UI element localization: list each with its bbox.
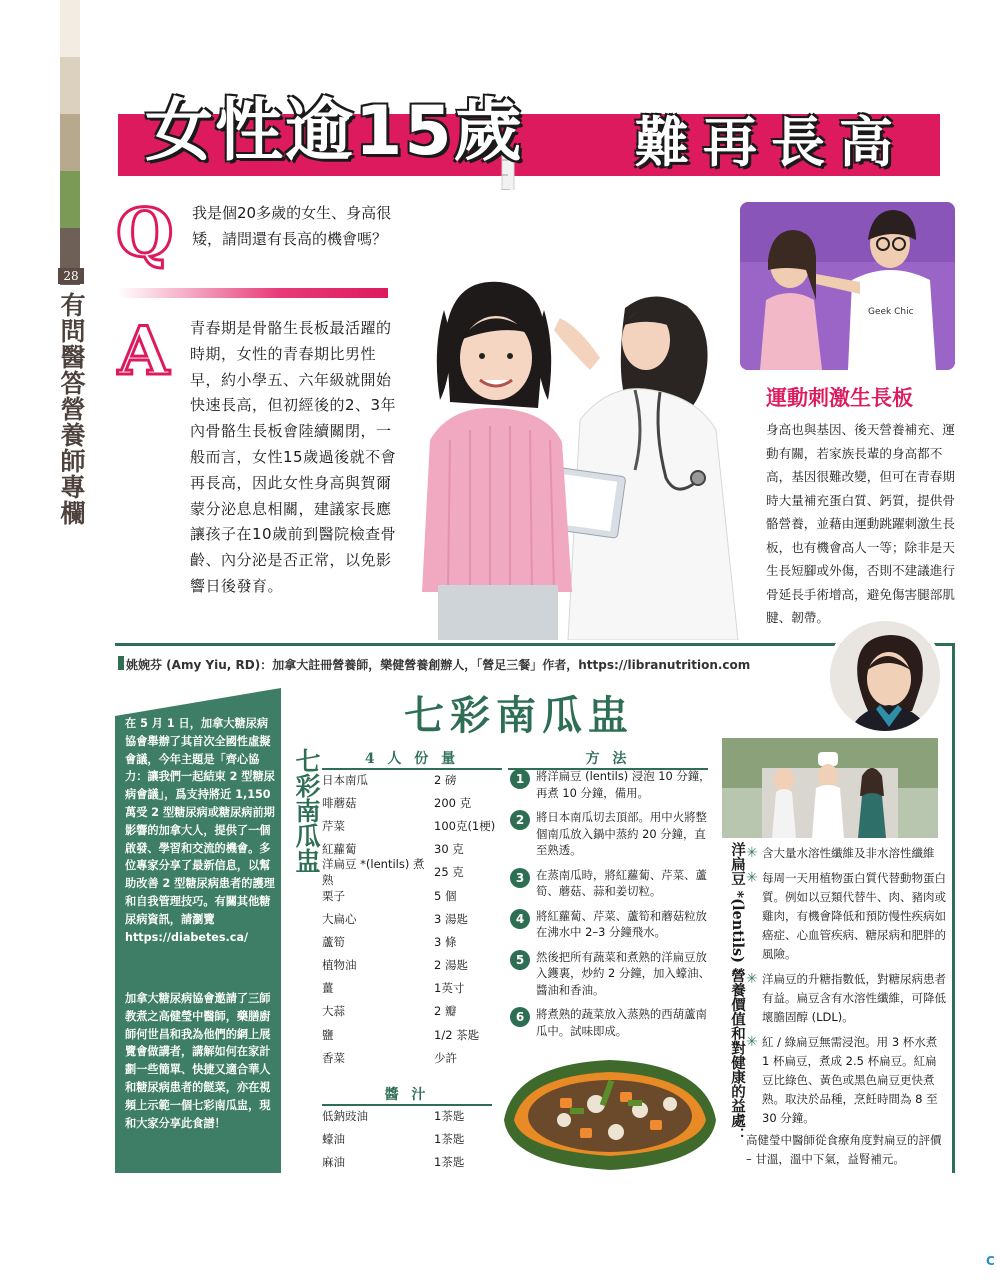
ingredient-row: [322, 954, 502, 977]
rail-band: [60, 0, 80, 57]
method-step: [510, 867, 712, 900]
ingredient-row: [322, 791, 502, 814]
question-letter: Q: [116, 194, 174, 272]
asterisk-icon: ✳: [746, 1034, 758, 1050]
ingredient-name: 蘆筍: [322, 934, 345, 949]
ingredient-name: 日本南瓜: [322, 772, 368, 787]
chefs-group-photo: [722, 738, 938, 838]
lentil-vertical-title: 洋扁豆 *(lentils) 營養價值和對健康的益處：: [729, 842, 746, 1143]
ingredient-name: 大蒜: [322, 1004, 345, 1019]
ingredient-quantity: 5 個: [434, 888, 457, 903]
method-step: [510, 949, 712, 999]
answer-letter: A: [118, 312, 170, 390]
divider-bar: [118, 288, 388, 298]
ingredient-quantity: 少許: [434, 1050, 457, 1065]
ingredient-name: 植物油: [322, 958, 357, 973]
lentil-footer-text: 高健瑩中醫師從食療角度對扁豆的評價 – 甘溫，溫中下氣，益腎補元。: [746, 1133, 942, 1166]
sauce-heading: 醬 汁: [322, 1084, 492, 1106]
sidebar-title: 運動刺激生長板: [766, 386, 913, 410]
article-title: 女性逾15歲: [145, 92, 524, 171]
method-step: [510, 768, 712, 801]
ingredient-row: [322, 768, 502, 791]
asterisk-icon: ✳: [746, 870, 758, 886]
ingredient-row: [322, 907, 502, 930]
lentil-benefits-list: [746, 844, 946, 1134]
step-number-badge: 5: [510, 950, 530, 970]
method-step: [510, 908, 712, 941]
sauce-name: 麻油: [322, 1154, 345, 1169]
step-text: 將紅蘿蔔、芹菜、蘆筍和蘑菇粒放在沸水中 2–3 分鐘飛水。: [536, 908, 707, 939]
step-text: 在蒸南瓜時，將紅蘿蔔、芹菜、蘆筍、蘑菇、蒜和姜切粒。: [536, 867, 707, 898]
ingredient-quantity: 1/2 茶匙: [434, 1027, 480, 1042]
ingredient-name: 芹菜: [322, 818, 345, 833]
diabetes-paragraph-2: 加拿大糖尿病協會邀請了三師教煮之高健瑩中醫師，藥膳廚師何世昌和我為他們的網上展覽會做講者，講解如何在家計劃一些簡單、快捷又適合華人和糖尿病患者的餸菜，亦在視頻上示範一個七彩南瓜盅，現和大家分享此食譜！: [125, 992, 271, 1130]
sauce-row: [322, 1150, 502, 1173]
benefit-item: [746, 844, 946, 863]
method-step: [510, 1006, 712, 1039]
asterisk-icon: ✳: [746, 845, 758, 861]
sauce-list: [322, 1104, 502, 1174]
ingredient-name: 大扁心: [322, 911, 357, 926]
sauce-name: 蠔油: [322, 1131, 345, 1146]
ingredient-row: [322, 857, 502, 888]
ingredient-quantity: 25 克: [434, 865, 464, 880]
benefit-item: [746, 1033, 946, 1128]
ingredient-row: [322, 1000, 502, 1023]
article-subtitle: 難再長高: [635, 111, 907, 174]
step-text: 然後把所有蔬菜和煮熟的洋扁豆放入鑊裏，炒約 2 分鐘，加入蠔油、醬油和香油。: [536, 949, 710, 997]
pumpkin-dish-photo: [500, 1040, 720, 1170]
method-step: [510, 809, 712, 859]
sauce-quantity: 1茶匙: [434, 1154, 465, 1169]
benefit-text: 每周一天用植物蛋白質代替動物蛋白質。例如以豆類代替牛、肉、豬肉或雞肉，有機會降低和預防慢性疾病如癌症、心血管疾病、糖尿病和肥胖的風險。: [762, 871, 946, 961]
ingredient-name: 啡蘑菇: [322, 795, 357, 810]
ingredient-name: 鹽: [322, 1027, 334, 1042]
recipe-title: 七彩南瓜盅: [404, 692, 634, 739]
ingredient-quantity: 1英寸: [434, 981, 465, 996]
sauce-row: [322, 1104, 502, 1127]
ingredient-quantity: 100克(1梗): [434, 818, 496, 833]
step-text: 將煮熟的蔬菜放入蒸熟的西葫蘆南瓜中。試味即成。: [536, 1007, 707, 1038]
step-number-badge: 3: [510, 868, 530, 888]
corner-mark: C: [986, 1254, 995, 1268]
sauce-quantity: 1茶匙: [434, 1108, 465, 1123]
step-number-badge: 1: [510, 769, 530, 789]
ingredient-row: [322, 884, 502, 907]
step-text: 將洋扁豆 (lentils) 浸泡 10 分鐘，再煮 10 分鐘，備用。: [536, 769, 711, 800]
ingredient-row: [322, 930, 502, 953]
ingredient-quantity: 3 條: [434, 934, 457, 949]
ingredient-row: [322, 977, 502, 1000]
ingredients-heading: 4 人 份 量: [322, 748, 502, 770]
diabetes-paragraph-1: 在 5 月 1 日，加拿大糖尿病協會舉辦了其首次全國性虛擬會議，今年主題是「齊心協力：讓我們一起結束 2 型糖尿病會議」，爲支持將近 1,150 萬受 2 型糖尿病或糖尿病前期影響的加拿大人，提供了一個啟發、學習和交流的機會。多位專家分享了最新信息，以幫助改善 2 型糖尿病患者的護理和自我管理技巧。有關其他糖尿病資訊，請瀏覽 https://diabetes.ca/: [125, 717, 275, 944]
rail-band: [60, 171, 80, 228]
step-text: 將日本南瓜切去頂部。用中火將整個南瓜放入鍋中蒸約 20 分鐘，直至熟透。: [536, 810, 707, 857]
step-number-badge: 4: [510, 909, 530, 929]
rail-band: [60, 114, 80, 171]
rail-band: [60, 57, 80, 114]
ingredient-name: 紅蘿蔔: [322, 842, 357, 857]
step-number-badge: 2: [510, 810, 530, 830]
ingredient-quantity: 3 湯匙: [434, 911, 468, 926]
ingredient-quantity: 2 磅: [434, 772, 457, 787]
benefit-item: [746, 869, 946, 964]
benefit-text: 含大量水溶性纖維及非水溶性纖維: [762, 846, 935, 860]
method-heading: 方 法: [508, 748, 708, 770]
column-name: 有問醫答營養師專欄: [57, 292, 86, 526]
ingredient-name: 洋扁豆 *(lentils) 煮熟: [322, 857, 425, 888]
benefit-item: [746, 970, 946, 1027]
sauce-row: [322, 1127, 502, 1150]
benefit-text: 洋扁豆的升糖指數低，對糖尿病患者有益。扁豆含有水溶性纖維，可降低壞膽固醇 (LDL)。: [762, 972, 946, 1024]
ingredient-row: [322, 1046, 502, 1069]
ingredients-list: [322, 768, 502, 1069]
ingredient-name: 栗子: [322, 888, 345, 903]
benefit-text: 紅 / 綠扁豆無需浸泡。用 3 杯水煮 1 杯扁豆，煮成 2.5 杯扁豆。紅扁豆比綠色、黃色或黑色扁豆更快煮熟。取決於品種，烹飪時間為 8 至 30 分鐘。: [762, 1035, 938, 1125]
page-number: 28: [58, 268, 84, 284]
ingredient-name: 薑: [322, 981, 334, 996]
ingredient-quantity: 30 克: [434, 842, 464, 857]
sidebar-text: 身高也與基因、後天營養補充、運動有關，若家族長輩的身高都不高，基因很難改變，但可在青春期時大量補充蛋白質、鈣質，提供骨骼營養，並藉由運動跳躍刺激生長板，也有機會高人一等；除非是天生長短腳或外傷，否則不建議進行骨延長手術增高，避免傷害腿部肌腱、韌帶。: [766, 422, 955, 625]
ingredient-row: [322, 1023, 502, 1046]
author-marker: [118, 656, 124, 670]
dietitian-portrait: [826, 617, 944, 735]
ingredient-name: 香菜: [322, 1050, 345, 1065]
doctor-measuring-girl-photo: [410, 190, 740, 640]
ingredient-row: [322, 814, 502, 837]
girls-comparing-height-photo: [740, 202, 955, 370]
asterisk-icon: ✳: [746, 971, 758, 987]
ingredient-quantity: 2 湯匙: [434, 958, 468, 973]
ingredient-quantity: 200 克: [434, 795, 472, 810]
step-number-badge: 6: [510, 1007, 530, 1027]
method-steps: [510, 768, 712, 1047]
answer-text: 青春期是骨骼生長板最活躍的時期，女性的青春期比男性早，約小學五、六年級就開始快速長高，但初經後的2、3年內骨骼生長板會陸續關閉，一般而言，女性15歲過後就不會再長高，因此女性身高與賀爾蒙分泌息息相關，建議家長應讓孩子在10歲前到醫院檢查骨齡、內分泌是否正常，以免影響日後發育。: [190, 319, 397, 595]
shirt-text: Geek Chic: [868, 307, 914, 317]
ingredient-quantity: 2 瓣: [434, 1004, 457, 1019]
color-rail: [60, 0, 80, 260]
question-text: 我是個20多歲的女生、身高很矮，請問還有長高的機會嗎？: [192, 204, 392, 248]
sauce-quantity: 1茶匙: [434, 1131, 465, 1146]
author-line: 姚婉芬 (Amy Yiu, RD)：加拿大註冊營養師，樂健營養創辦人，「營足三餐」作者，https://libranutrition.com: [126, 658, 751, 672]
recipe-vertical-title: 七彩南瓜盅: [292, 748, 321, 873]
sauce-name: 低鈉豉油: [322, 1108, 368, 1123]
